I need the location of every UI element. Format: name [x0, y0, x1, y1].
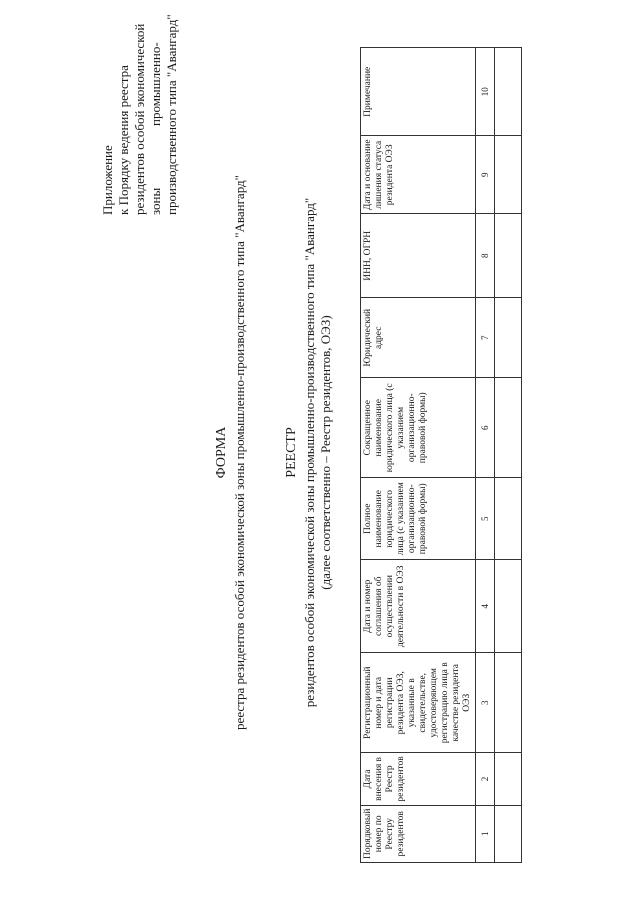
column-header: Дата и номер соглашения об осуществлении деятельности в ОЭЗ [361, 560, 476, 653]
table-cell [495, 214, 522, 298]
appendix-line: резидентов особой экономической [132, 23, 147, 215]
column-number: 7 [476, 298, 495, 378]
table-cell [495, 753, 522, 805]
table-cell [495, 298, 522, 378]
registry-subtitle: резидентов особой экономической зоны промышленно-производственного типа "Авангард" [302, 197, 317, 708]
registry-table [360, 47, 522, 863]
column-header: Порядковый номер по Реестру резидентов [361, 805, 476, 862]
table-cell [495, 378, 522, 478]
table-cell [495, 48, 522, 136]
column-number: 6 [476, 378, 495, 478]
table-row [495, 48, 522, 863]
column-number: 2 [476, 753, 495, 805]
column-number: 4 [476, 560, 495, 653]
column-header: Регистрационный номер и дата регистрации резидента ОЭЗ, указанные в свидетельстве, удостоверяющем регистрацию лица в качестве резидента ОЭЗ [361, 653, 476, 753]
column-header: Сокращенное наименование юридического лица (с указанием организационно-правовой формы) [361, 378, 476, 478]
table-cell [495, 136, 522, 214]
column-header: Дата и основание лишения статуса резидента ОЭЗ [361, 136, 476, 214]
column-number: 1 [476, 805, 495, 862]
table-cell [495, 653, 522, 753]
table-header-row [361, 48, 476, 863]
column-header: ИНН, ОГРН [361, 214, 476, 298]
column-number: 3 [476, 653, 495, 753]
column-header: Юридический адрес [361, 298, 476, 378]
table-cell [495, 478, 522, 560]
appendix-line: Приложение [100, 145, 115, 215]
column-header: Полное наименование юридического лица (с указанием организационно-правовой формы) [361, 478, 476, 560]
table-cell [495, 560, 522, 653]
appendix-line: зоны промышленно- [148, 42, 163, 215]
column-number: 9 [476, 136, 495, 214]
column-number: 10 [476, 48, 495, 136]
appendix-line: производственного типа "Авангард" [164, 14, 179, 215]
registry-title: РЕЕСТР [284, 427, 299, 478]
form-title: ФОРМА [214, 426, 229, 479]
registry-note: (далее соответственно – Реестр резидентов, ОЭЗ) [318, 315, 333, 590]
column-number: 8 [476, 214, 495, 298]
column-number-row [476, 48, 495, 863]
table-cell [495, 805, 522, 862]
column-number: 5 [476, 478, 495, 560]
appendix-block [100, 15, 180, 215]
appendix-line: к Порядку ведения реестра [116, 65, 131, 215]
column-header: Дата внесения в Реестр резидентов [361, 753, 476, 805]
column-header: Примечание [361, 48, 476, 136]
form-subtitle: реестра резидентов особой экономической зоны промышленно-производственного типа "Авангард" [232, 175, 247, 730]
